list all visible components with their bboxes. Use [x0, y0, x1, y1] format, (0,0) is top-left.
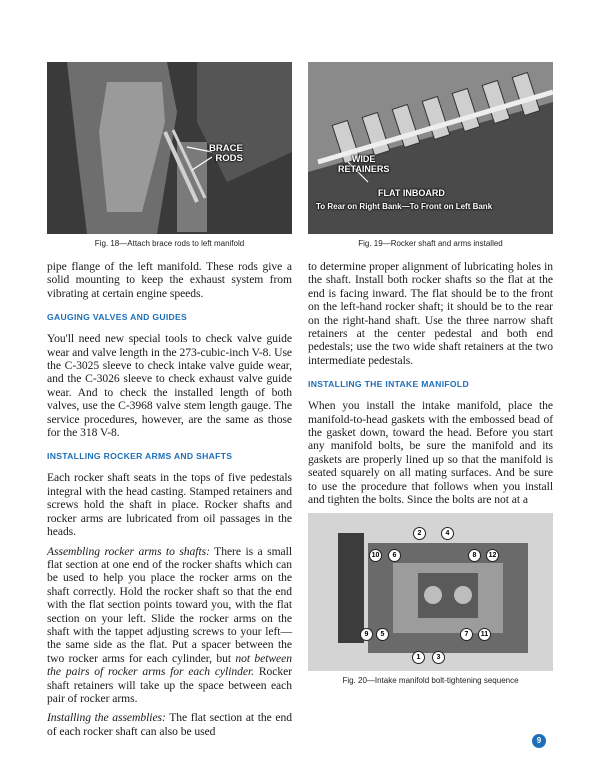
- right-paragraph-1: to determine proper alignment of lubricating holes in the shaft. Install both rocker shafts so the flat at the end is facing inward. The flat should be to the front on the left-hand rocker shaft; it should be to the rear on the right-hand shaft. Use the three narrow shaft retainers at the center pedestal and both end pedestals; use the two wide shaft retainers at the two intermediate pedestals.: [308, 260, 553, 367]
- left-paragraph-4: [47, 545, 292, 706]
- fig20-caption: Fig. 20—Intake manifold bolt-tightening sequence: [342, 675, 519, 685]
- bolt-8: 8: [468, 549, 481, 562]
- flat-inboard-label: FLAT INBOARD: [378, 188, 445, 198]
- fig20-illustration: [308, 513, 553, 671]
- right-column: [308, 62, 553, 697]
- left-paragraph-5: [47, 711, 292, 738]
- installing-lead: Installing the assemblies:: [47, 711, 166, 725]
- fig19-caption: Fig. 19—Rocker shaft and arms installed: [358, 239, 503, 248]
- bolt-1: 1: [412, 651, 425, 664]
- assembling-emphasis: not between the pairs of rocker arms for each cylinder.: [47, 651, 292, 679]
- bolt-9: 9: [360, 628, 373, 641]
- bolt-4: 4: [441, 527, 454, 540]
- page-number: 9: [532, 734, 546, 748]
- bolt-11: 11: [478, 628, 491, 641]
- left-paragraph-3: Each rocker shaft seats in the tops of five pedestals integral with the head casting. Stamped retainers and screws hold the shaft in place. Rocker shafts and rocker arms are lubricated from oil passages in the heads.: [47, 471, 292, 539]
- fig18-caption: Fig. 18—Attach brace rods to left manifold: [94, 239, 245, 248]
- heading-gauging-valves: GAUGING VALVES AND GUIDES: [47, 312, 188, 323]
- right-paragraph-2: When you install the intake manifold, place the manifold-to-head gaskets with the embossed bead of the gasket down, toward the head. Before you start any manifold bolts, be sure the manifold and its gaskets are properly lined up so that the manifold is seated squarely on all mating surfaces. And be sure to use the procedure that follows when you install and tighten the bolts. Since the bolts are not at a: [308, 399, 553, 507]
- fig18-illustration: [47, 62, 292, 234]
- bolt-2: 2: [413, 527, 426, 540]
- fig20-photo: [308, 513, 553, 671]
- brace-rods-label: BRACE RODS: [209, 143, 243, 164]
- bank-direction-label: To Rear on Right Bank—To Front on Left Bank: [316, 202, 493, 211]
- assembling-text-b: Rocker shaft retainers will take up the space between each pair of rocker arms.: [47, 665, 292, 705]
- bolt-3: 3: [432, 651, 445, 664]
- left-paragraph-2: You'll need new special tools to check valve guide wear and valve length in the 273-cubic-inch V-8. Use the C-3025 sleeve to check intake valve guide wear, and the C-3026 sleeve to check exhaust valve guide wear. And to check the installed length of both valves, use the C-3968 valve stem length gauge. The service procedures, however, are the same as those for the 318 V-8.: [47, 332, 292, 440]
- heading-installing-rocker-arms: INSTALLING ROCKER ARMS AND SHAFTS: [47, 451, 233, 462]
- bolt-5: 5: [376, 628, 389, 641]
- fig18-photo: [47, 62, 292, 234]
- left-column: [47, 62, 292, 738]
- heading-intake-manifold: INSTALLING THE INTAKE MANIFOLD: [308, 379, 469, 390]
- left-paragraph-1: pipe flange of the left manifold. These rods give a solid mounting to keep the exhaust system from vibrating at certain engine speeds.: [47, 260, 292, 300]
- bolt-6: 6: [388, 549, 401, 562]
- assembling-lead: Assembling rocker arms to shafts:: [47, 544, 210, 558]
- bolt-7: 7: [460, 628, 473, 641]
- bolt-12: 12: [486, 549, 499, 562]
- installing-text: The flat section at the end of each rocker shaft can also be used: [47, 711, 292, 738]
- fig19-photo: [308, 62, 553, 234]
- bolt-10: 10: [369, 549, 382, 562]
- wide-retainers-label: WIDE RETAINERS: [338, 154, 390, 174]
- assembling-text-a: There is a small flat section at one end of the rocker shafts which can be used to help you place the rocker arms on the shaft correctly. Hold the rocker shaft so that the end with the flat section points toward you, with the flat section on your left. Slide the rocker arms on the shaft with the tappet adjusting screws to your left—the same side as the flat. Put a spacer between the two rocker arms for each cylinder, but: [47, 544, 292, 665]
